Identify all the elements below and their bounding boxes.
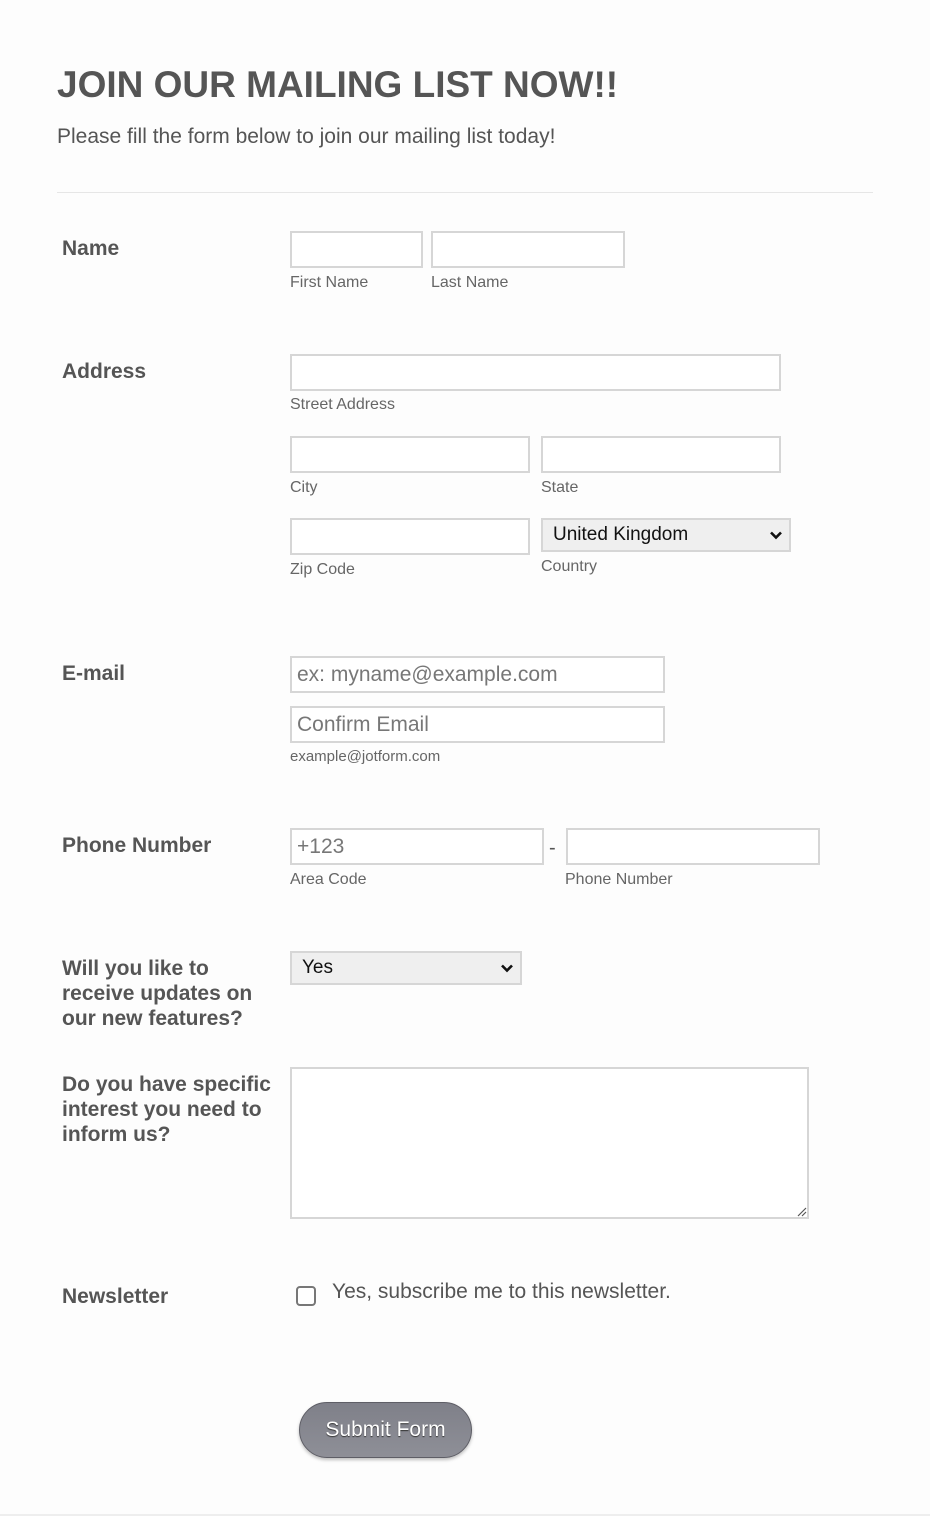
state-sublabel: State	[541, 479, 579, 496]
phone-number-sublabel: Phone Number	[565, 871, 673, 888]
phone-separator: -	[549, 837, 556, 859]
zip-code-sublabel: Zip Code	[290, 561, 355, 578]
country-sublabel: Country	[541, 558, 598, 575]
newsletter-checkbox[interactable]	[296, 1286, 316, 1306]
state-input[interactable]	[541, 436, 781, 473]
city-input[interactable]	[290, 436, 530, 473]
page-title: JOIN OUR MAILING LIST NOW!!	[57, 64, 619, 105]
newsletter-label: Newsletter	[62, 1285, 169, 1308]
updates-label: Will you like to receive updates on our new features?	[62, 957, 253, 1030]
email-label: E-mail	[62, 662, 126, 685]
name-label: Name	[62, 237, 120, 260]
chevron-down-icon	[769, 528, 783, 542]
interest-textarea-wrapper	[290, 1067, 809, 1219]
country-selected-value: United Kingdom	[553, 524, 689, 545]
area-code-sublabel: Area Code	[290, 871, 367, 888]
city-sublabel: City	[290, 479, 318, 496]
interest-textarea[interactable]	[290, 1067, 809, 1219]
submit-button[interactable]: Submit Form	[299, 1402, 472, 1458]
last-name-sublabel: Last Name	[431, 274, 509, 291]
resize-grip-icon[interactable]	[795, 1205, 807, 1217]
area-code-input[interactable]	[290, 828, 544, 865]
chevron-down-icon	[500, 961, 514, 975]
zip-code-input[interactable]	[290, 518, 530, 555]
updates-selected-value: Yes	[302, 957, 333, 978]
header-divider	[57, 192, 873, 193]
email-sublabel: example@jotform.com	[290, 748, 441, 765]
phone-number-input[interactable]	[566, 828, 820, 865]
page-subtitle: Please fill the form below to join our mailing list today!	[57, 125, 556, 148]
last-name-input[interactable]	[431, 231, 625, 268]
email-input[interactable]	[290, 656, 665, 693]
interest-label: Do you have specific interest you need to inform us?	[62, 1073, 271, 1146]
address-label: Address	[62, 360, 147, 383]
first-name-input[interactable]	[290, 231, 423, 268]
country-select[interactable]	[541, 518, 791, 552]
newsletter-checkbox-label[interactable]: Yes, subscribe me to this newsletter.	[332, 1280, 671, 1303]
street-address-sublabel: Street Address	[290, 396, 395, 413]
updates-select[interactable]	[290, 951, 522, 985]
street-address-input[interactable]	[290, 354, 781, 391]
confirm-email-input[interactable]	[290, 706, 665, 743]
phone-label: Phone Number	[62, 834, 212, 857]
first-name-sublabel: First Name	[290, 274, 369, 291]
